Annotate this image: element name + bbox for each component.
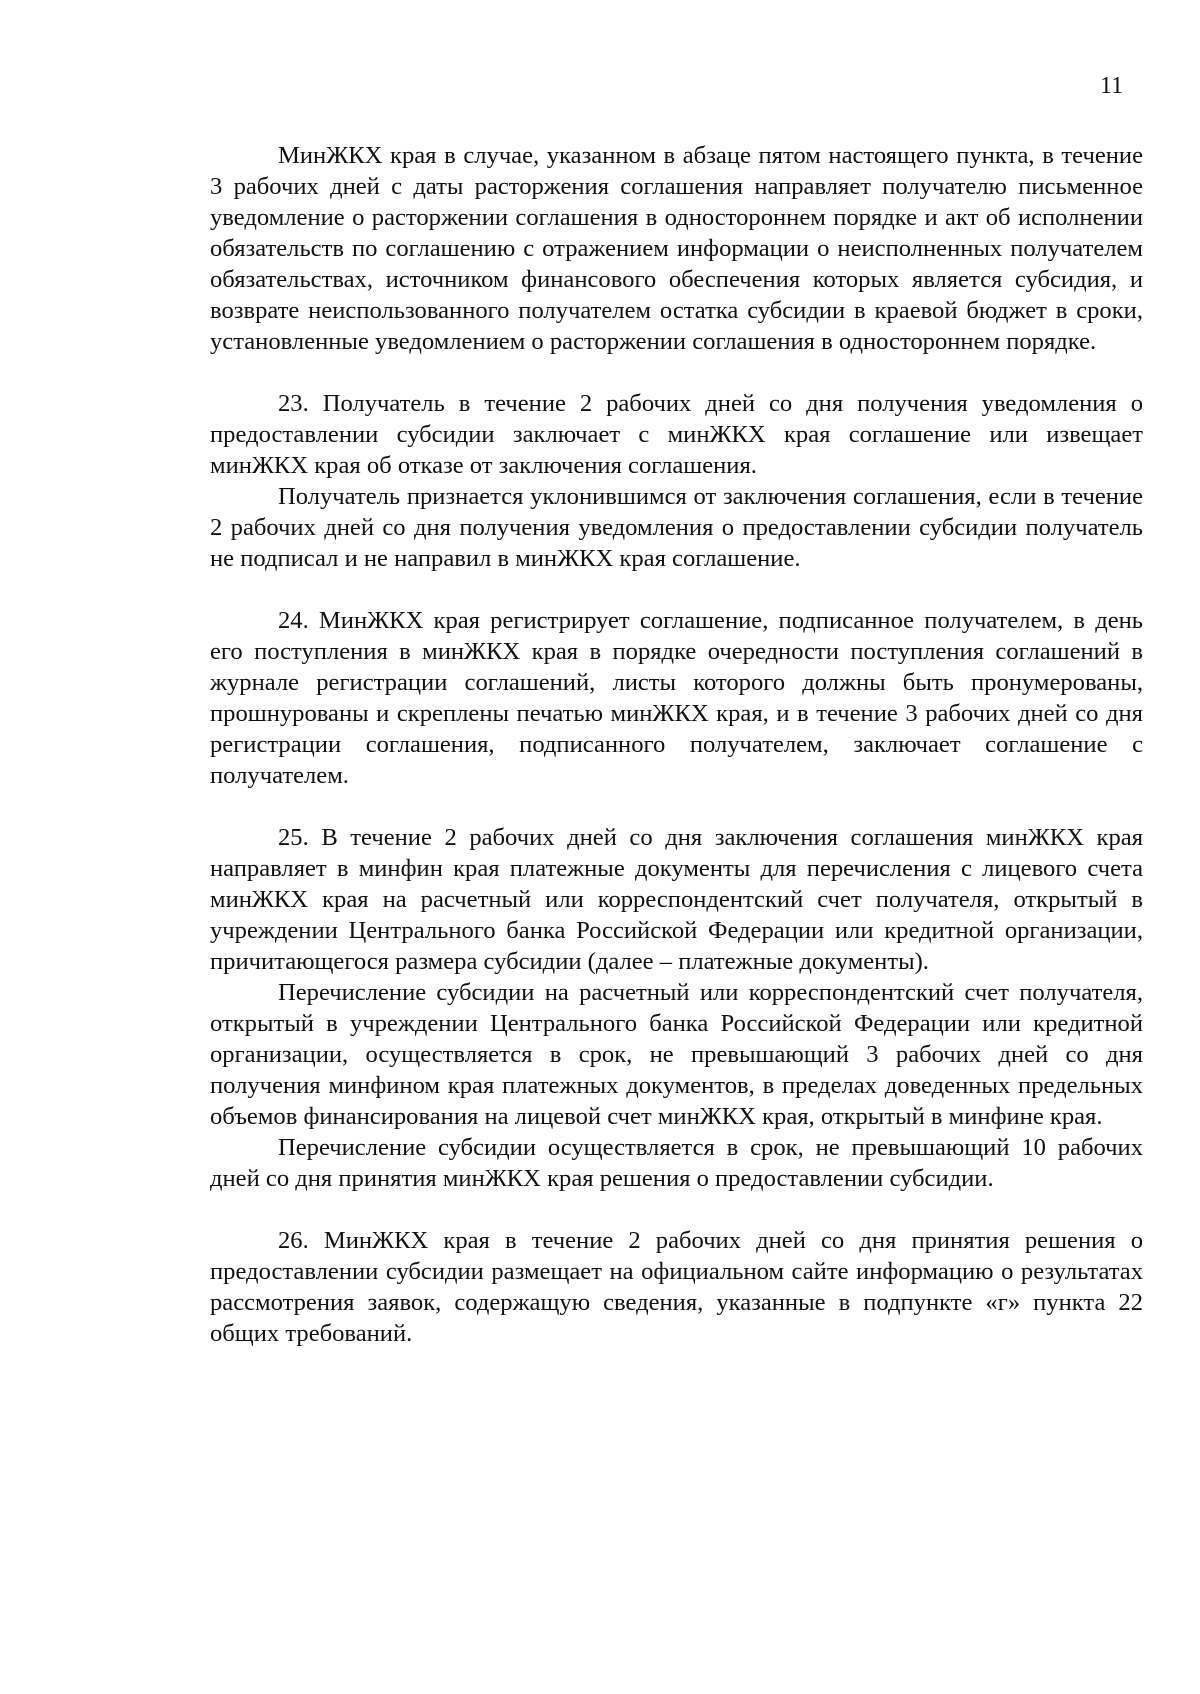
paragraph-item-23: 23. Получатель в течение 2 рабочих дней со дня получения уведомления о предоставлении субсидии заключает с минЖКХ края соглашение или извещает минЖКХ края об отказе от заключения соглашения.: [210, 390, 1143, 479]
paragraph-termination-notice: МинЖКХ края в случае, указанном в абзаце пятом настоящего пункта, в течение 3 рабочих дней с даты расторжения соглашения направляет получателю письменное уведомление о расторжении соглашения в одностороннем порядке и акт об исполнении обязательств по соглашению с отражением информации о неисполненных получателем обязательствах, источником финансового обеспечения которых является субсидия, и возврате неиспользованного получателем остатка субсидии в краевой бюджет в сроки, установленные уведомлением о расторжении соглашения в одностороннем порядке.: [210, 142, 1143, 355]
paragraph-item-26: 26. МинЖКХ края в течение 2 рабочих дней со дня принятия решения о предоставлении субсидии размещает на официальном сайте информацию о результатах рассмотрения заявок, содержащую сведения, указанные в подпункте «г» пункта 22 общих требований.: [210, 1227, 1143, 1347]
page-number: 11: [1100, 73, 1124, 99]
paragraph-evasion-rule: Получатель признается уклонившимся от заключения соглашения, если в течение 2 рабочих дней со дня получения уведомления о предоставлении субсидии получатель не подписал и не направил в минЖКХ края соглашение.: [210, 483, 1143, 572]
paragraph-item-24: 24. МинЖКХ края регистрирует соглашение, подписанное получателем, в день его поступления в минЖКХ края в порядке очередности поступления соглашений в журнале регистрации соглашений, листы которого должны быть пронумерованы, прошнурованы и скреплены печатью минЖКХ края, и в течение 3 рабочих дней со дня регистрации соглашения, подписанного получателем, заключает соглашение с получателем.: [210, 607, 1143, 789]
paragraph-transfer-deadline: Перечисление субсидии осуществляется в срок, не превышающий 10 рабочих дней со дня принятия минЖКХ края решения о предоставлении субсидии.: [210, 1134, 1143, 1192]
paragraph-transfer-term: Перечисление субсидии на расчетный или корреспондентский счет получателя, открытый в учреждении Центрального банка Российской Федерации или кредитной организации, осуществляется в срок, не превышающий 3 рабочих дней со дня получения минфином края платежных документов, в пределах доведенных предельных объемов финансирования на лицевой счет минЖКХ края, открытый в минфине края.: [210, 979, 1143, 1130]
paragraph-item-25: 25. В течение 2 рабочих дней со дня заключения соглашения минЖКХ края направляет в минфин края платежные документы для перечисления с лицевого счета минЖКХ края на расчетный или корреспондентский счет получателя, открытый в учреждении Центрального банка Российской Федерации или кредитной организации, причитающегося размера субсидии (далее – платежные документы).: [210, 824, 1143, 975]
document-body: [210, 140, 1143, 1349]
